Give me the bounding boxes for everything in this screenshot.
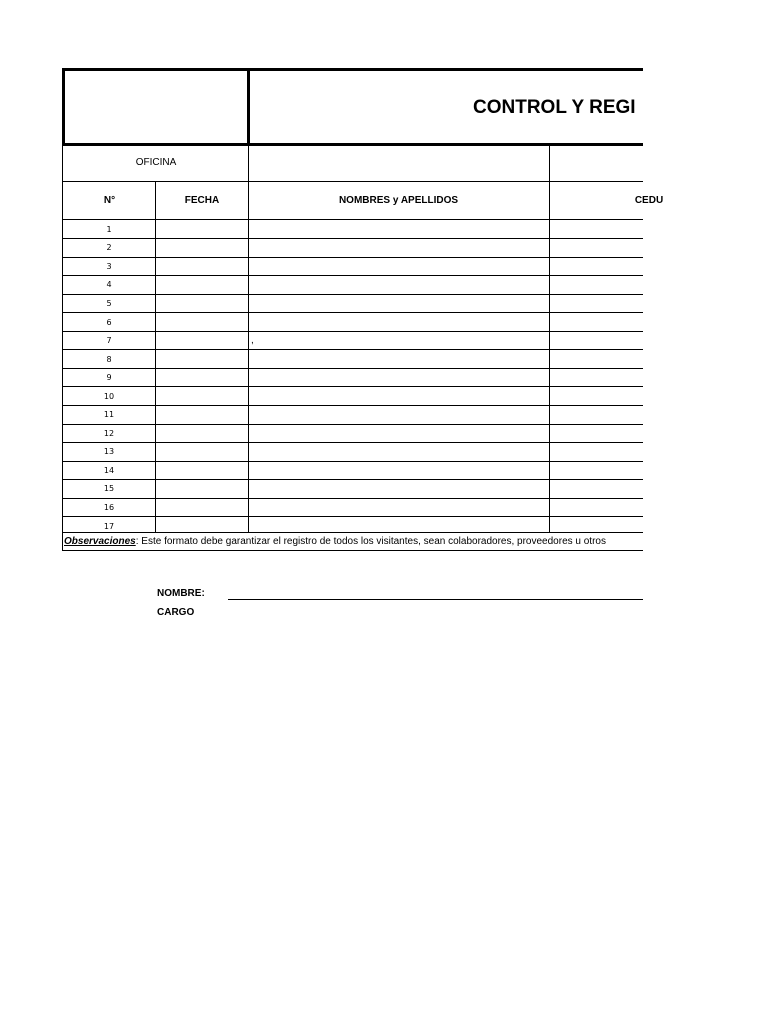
row-id-cell[interactable] [550,498,643,517]
header-names: NOMBRES y APELLIDOS [338,194,459,206]
row-date-cell[interactable] [156,331,248,350]
row-number: 3 [106,261,112,271]
row-number: 13 [103,447,115,457]
signature-name-label: NOMBRE: [157,588,205,599]
title-bottom-rule [62,143,643,146]
office-row-bottom [62,181,643,182]
row-date-cell[interactable] [156,294,248,313]
form-title: CONTROL Y REGI [473,96,636,118]
row-number: 9 [106,373,112,383]
row-number: 4 [106,280,112,290]
row-id-cell[interactable] [550,313,643,332]
border-left-thick [62,68,65,146]
office-label: OFICINA [135,157,177,168]
row-id-cell[interactable] [550,257,643,276]
row-id-cell[interactable] [550,480,643,499]
col-divider-date [248,146,249,533]
row-id-cell[interactable] [550,294,643,313]
row-date-cell[interactable] [156,406,248,425]
signature-role-label: CARGO [157,607,195,618]
row-names-cell[interactable] [251,461,547,480]
title-divider [247,68,250,146]
row-date-cell[interactable] [156,350,248,369]
row-number: 16 [103,503,115,513]
row-number: 8 [106,354,112,364]
row-number: 11 [103,410,115,420]
header-number: N° [103,194,116,206]
signature-role-field[interactable] [228,603,643,618]
row-id-cell[interactable] [550,350,643,369]
row-date-cell[interactable] [156,461,248,480]
row-date-cell[interactable] [156,387,248,406]
row-date-cell[interactable] [156,239,248,258]
row-id-cell[interactable] [550,220,643,239]
header-row-bottom [62,219,643,220]
row-date-cell[interactable] [156,498,248,517]
row-date-cell[interactable] [156,313,248,332]
row-date-cell[interactable] [156,368,248,387]
row-number: 12 [103,428,115,438]
row-names-cell[interactable] [251,220,547,239]
row-names-cell[interactable] [251,443,547,462]
row-id-cell[interactable] [550,276,643,295]
row-names-cell[interactable]: , [251,335,254,347]
row-number: 6 [106,317,112,327]
row-date-cell[interactable] [156,276,248,295]
row-names-cell[interactable] [251,239,547,258]
header-id: CEDU [634,194,664,206]
row-names-cell[interactable] [251,480,547,499]
row-date-cell[interactable] [156,220,248,239]
col-divider-names [549,146,550,533]
row-id-cell[interactable] [550,387,643,406]
row-id-cell[interactable] [550,239,643,258]
visitor-register-form [62,68,664,551]
row-names-cell[interactable] [251,294,547,313]
logo-area [64,71,248,144]
row-names-cell[interactable] [251,424,547,443]
row-number: 17 [103,521,115,531]
observations-bottom [62,550,643,551]
office-value-cell[interactable] [250,144,548,181]
signature-name-field[interactable] [228,584,643,600]
row-number: 1 [106,224,112,234]
row-names-cell[interactable] [251,498,547,517]
observations-text: : Este formato debe garantizar el registro de todos los visitantes, sean colaboradores, proveedores u otros [135,536,606,547]
observations [64,533,606,550]
header-date: FECHA [184,194,220,206]
row-names-cell[interactable] [251,387,547,406]
table-bottom [62,532,643,533]
border-top [62,68,643,71]
row-names-cell[interactable] [251,406,547,425]
row-names-cell[interactable] [251,257,547,276]
row-number: 15 [103,484,115,494]
row-id-cell[interactable] [550,424,643,443]
row-number: 5 [106,298,112,308]
col-divider-number [155,181,156,533]
row-number: 7 [106,336,112,346]
row-number: 14 [103,465,115,475]
row-date-cell[interactable] [156,443,248,462]
row-id-cell[interactable] [550,331,643,350]
row-date-cell[interactable] [156,257,248,276]
row-id-cell[interactable] [550,443,643,462]
row-number: 10 [103,391,115,401]
row-names-cell[interactable] [251,350,547,369]
border-left [62,146,63,551]
row-names-cell[interactable] [251,368,547,387]
row-number: 2 [106,243,112,253]
row-id-cell[interactable] [550,368,643,387]
row-date-cell[interactable] [156,480,248,499]
row-date-cell[interactable] [156,424,248,443]
row-names-cell[interactable] [251,313,547,332]
row-names-cell[interactable] [251,276,547,295]
observations-label: Observaciones [64,536,136,547]
row-id-cell[interactable] [550,461,643,480]
row-id-cell[interactable] [550,406,643,425]
